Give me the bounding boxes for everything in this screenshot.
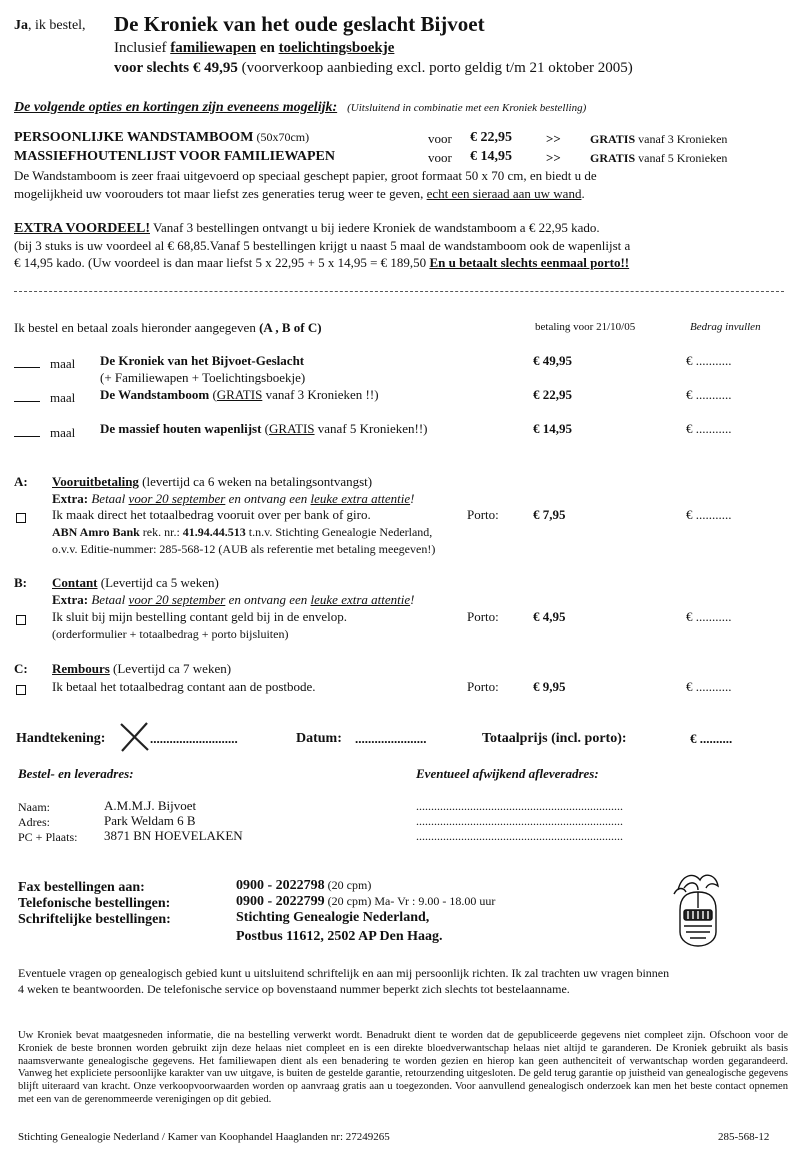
item-lijst-title: De massief houten wapenlijst (GRATIS vanaf 5 Kronieken!!) (100, 421, 428, 436)
option-wandstamboom-name: PERSOONLIJKE WANDSTAMBOOM (50x70cm) (14, 130, 310, 145)
kvk-line: Stichting Genealogie Nederland / Kamer van Koophandel Haaglanden nr: 27249265 (18, 1131, 390, 1143)
includes-line: Inclusief familiewapen en toelichtingsboekje (114, 40, 395, 56)
alt-address-line[interactable]: ..................................................................... (416, 799, 623, 813)
street-value[interactable]: Park Weldam 6 B (104, 813, 196, 828)
address-values (104, 797, 243, 842)
bank-reference: o.v.v. Editie-nummer: 285-568-12 (AUB als referentie met betaling meegeven!) (52, 542, 436, 556)
item-wandstamboom-qty: maal (14, 390, 75, 406)
options-description-2: mogelijkheid uw voorouders tot maar liefst zes generaties terug weer te geven, echt een sieraad aan uw wand. (14, 186, 585, 201)
payment-c-check-label: Ik betaal het totaalbedrag contant aan de postbode. (52, 679, 316, 694)
payment-b-check-label: Ik sluit bij mijn bestelling contant geld bij in de envelop. (52, 609, 347, 624)
phone-number: 0900 - 2022799 (20 cpm) Ma- Vr : 9.00 - 18.00 uur (236, 894, 496, 909)
date-label: Datum: (296, 731, 342, 746)
date-field[interactable]: ...................... (355, 731, 427, 746)
item-kroniek-title: De Kroniek van het Bijvoet-Geslacht (100, 353, 305, 368)
divider (14, 291, 784, 292)
payment-b-extra: Extra: Betaal voor 20 september en ontvang een leuke extra attentie! (52, 592, 415, 607)
col-amount-header: Bedrag invullen (690, 321, 761, 333)
extra-line-1: EXTRA VOORDEEL! Vanaf 3 bestellingen ontvangt u bij iedere Kroniek de wandstamboom a € 22,95 kado. (14, 220, 600, 236)
address-heading: Bestel- en leveradres: (18, 766, 134, 781)
knight-helmet-icon (664, 870, 730, 950)
payment-b-note: (orderformulier + totaalbedrag + porto bijsluiten) (52, 627, 289, 641)
alt-address-heading: Eventueel afwijkend afleveradres: (416, 766, 599, 781)
payment-a-extra: Extra: Betaal voor 20 september en ontvang een leuke extra attentie! (52, 491, 415, 506)
checkbox-icon[interactable] (16, 682, 26, 700)
payment-b-letter: B: (14, 575, 27, 590)
porto-price: € 9,95 (533, 679, 566, 694)
porto-label: Porto: (467, 507, 499, 522)
city-value[interactable]: 3871 BN HOEVELAKEN (104, 828, 243, 843)
item-lijst-qty: maal (14, 425, 75, 441)
payment-c-letter: C: (14, 661, 28, 676)
option-price: € 22,95 (470, 130, 512, 145)
disclaimer-text: Uw Kroniek bevat maatgesneden informatie, die na bestelling verwerkt wordt. Benadrukt dient te worden dat de gepubliceerde gegevens niet compleet zijn. Ofschoon voor de Kroniek de beste bronnen worden gebruikt zijn deze helaas niet compleet en is een direkte bloedverwantschap helaas niet altijd te garanderen. De Kroniek gebruikt als basis naamsverwante genealogische gegevens. Het familiewapen dient als een benadering te worden gezien en hierop kan geen authenciteit of verwantschap worden gegarandeerd. Vanweg het expliciete persoonlijke karakter van uw uitgave, is buiten de gestelde garantie, retourzending uitgesloten. De geld terug garantie op juistheid van genealogische gegevens blijft uiteraard van kracht. Onze verkoopvoorwaarden worden op aanvraag gratis aan u toegezonden. Voor aanvullend genealogisch onderzoek kan men het beste contact opnemen met een van de gerenommeerde verenigingen op dit gebied. (18, 1030, 788, 1105)
option-lijst-name: MASSIEFHOUTENLIJST VOOR FAMILIEWAPEN (14, 149, 336, 164)
payment-a-check-label: Ik maak direct het totaalbedrag vooruit over per bank of giro. (52, 507, 371, 522)
signature-label: Handtekening: (16, 731, 106, 746)
fax-number: 0900 - 2022798 (20 cpm) (236, 878, 372, 893)
amount-field[interactable]: € ........... (686, 353, 732, 368)
item-wandstamboom-title: De Wandstamboom (GRATIS vanaf 3 Kronieken !!) (100, 387, 379, 402)
checkbox-icon[interactable] (16, 510, 26, 528)
payment-a-letter: A: (14, 474, 28, 489)
item-kroniek-qty: maal (14, 356, 75, 372)
item-price: € 22,95 (533, 387, 572, 402)
total-label: Totaalprijs (incl. porto): (482, 731, 627, 746)
option-voor: voor (428, 131, 452, 146)
quantity-field[interactable] (14, 436, 40, 437)
extra-line-2: (bij 3 stuks is uw voordeel al € 68,85.Vanaf 5 bestellingen krijgt u naast 5 maal de wandstamboom ook de wapenlijst a (14, 238, 631, 253)
quantity-field[interactable] (14, 367, 40, 368)
amount-field[interactable]: € ........... (686, 507, 732, 522)
bank-details: ABN Amro Bank rek. nr.: 41.94.44.513 t.n.v. Stichting Genealogie Nederland, (52, 525, 433, 539)
total-field[interactable]: € .......... (690, 731, 733, 746)
order-intro: Ja, ik bestel, (14, 18, 86, 33)
item-kroniek-sub: (+ Familiewapen + Toelichtingsboekje) (100, 370, 306, 385)
quantity-field[interactable] (14, 401, 40, 402)
option-gratis: GRATIS vanaf 5 Kronieken (590, 151, 728, 165)
option-voor: voor (428, 150, 452, 165)
signature-cross-icon (118, 721, 152, 753)
amount-field[interactable]: € ........... (686, 421, 732, 436)
option-arrow: >> (546, 150, 561, 165)
amount-field[interactable]: € ........... (686, 679, 732, 694)
signature-field[interactable]: ........................... (150, 731, 238, 746)
alt-address-fields (416, 798, 623, 843)
col-payment-header: betaling voor 21/10/05 (535, 321, 636, 333)
option-gratis: GRATIS vanaf 3 Kronieken (590, 132, 728, 146)
edition-code: 285-568-12 (718, 1131, 770, 1143)
name-value[interactable]: A.M.M.J. Bijvoet (104, 798, 197, 813)
contact-labels: Fax bestellingen aan: Telefonische bestellingen: Schriftelijke bestellingen: (18, 880, 171, 927)
porto-label: Porto: (467, 679, 499, 694)
order-intro-line: Ik bestel en betaal zoals hieronder aangegeven (A , B of C) (14, 320, 322, 335)
postal-name: Stichting Genealogie Nederland, (236, 910, 430, 925)
page-title: De Kroniek van het oude geslacht Bijvoet (114, 12, 485, 36)
payment-a-title: Vooruitbetaling (levertijd ca 6 weken na betalingsontvangst) (52, 474, 373, 489)
amount-field[interactable]: € ........... (686, 609, 732, 624)
porto-price: € 7,95 (533, 507, 566, 522)
option-price: € 14,95 (470, 149, 512, 164)
porto-label: Porto: (467, 609, 499, 624)
price-line: voor slechts € 49,95 (voorverkoop aanbieding excl. porto geldig t/m 21 oktober 2005) (114, 60, 633, 76)
payment-c-title: Rembours (Levertijd ca 7 weken) (52, 661, 232, 676)
item-price: € 14,95 (533, 421, 572, 436)
postal-address: Postbus 11612, 2502 AP Den Haag. (236, 929, 443, 944)
amount-field[interactable]: € ........... (686, 387, 732, 402)
options-heading-row: De volgende opties en kortingen zijn eveneens mogelijk: (Uitsluitend in combinatie met een Kroniek bestelling) (14, 100, 587, 115)
porto-price: € 4,95 (533, 609, 566, 624)
alt-address-line[interactable]: ..................................................................... (416, 814, 623, 828)
checkbox-icon[interactable] (16, 612, 26, 630)
payment-b-title: Contant (Levertijd ca 5 weken) (52, 575, 219, 590)
alt-address-line[interactable]: ..................................................................... (416, 829, 623, 843)
options-description: De Wandstamboom is zeer fraai uitgevoerd op speciaal geschept papier, groot formaat 50 x 70 cm, en biedt u de (14, 168, 597, 183)
questions-line-2: 4 weken te beantwoorden. De telefonische service op bovenstaand nummer beperkt zich slechts tot bestelaanname. (18, 982, 570, 996)
questions-line-1: Eventuele vragen op genealogisch gebied kunt u uitsluitend schriftelijk en aan mij persoonlijk richten. Ik zal trachten uw vragen binnen (18, 966, 670, 980)
address-labels: Naam: Adres: PC + Plaats: (18, 800, 78, 844)
option-arrow: >> (546, 131, 561, 146)
extra-line-3: € 14,95 kado. (Uw voordeel is dan maar liefst 5 x 22,95 + 5 x 14,95 = € 189,50 En u betaalt slechts eenmaal porto!! (14, 255, 630, 270)
item-price: € 49,95 (533, 353, 572, 368)
